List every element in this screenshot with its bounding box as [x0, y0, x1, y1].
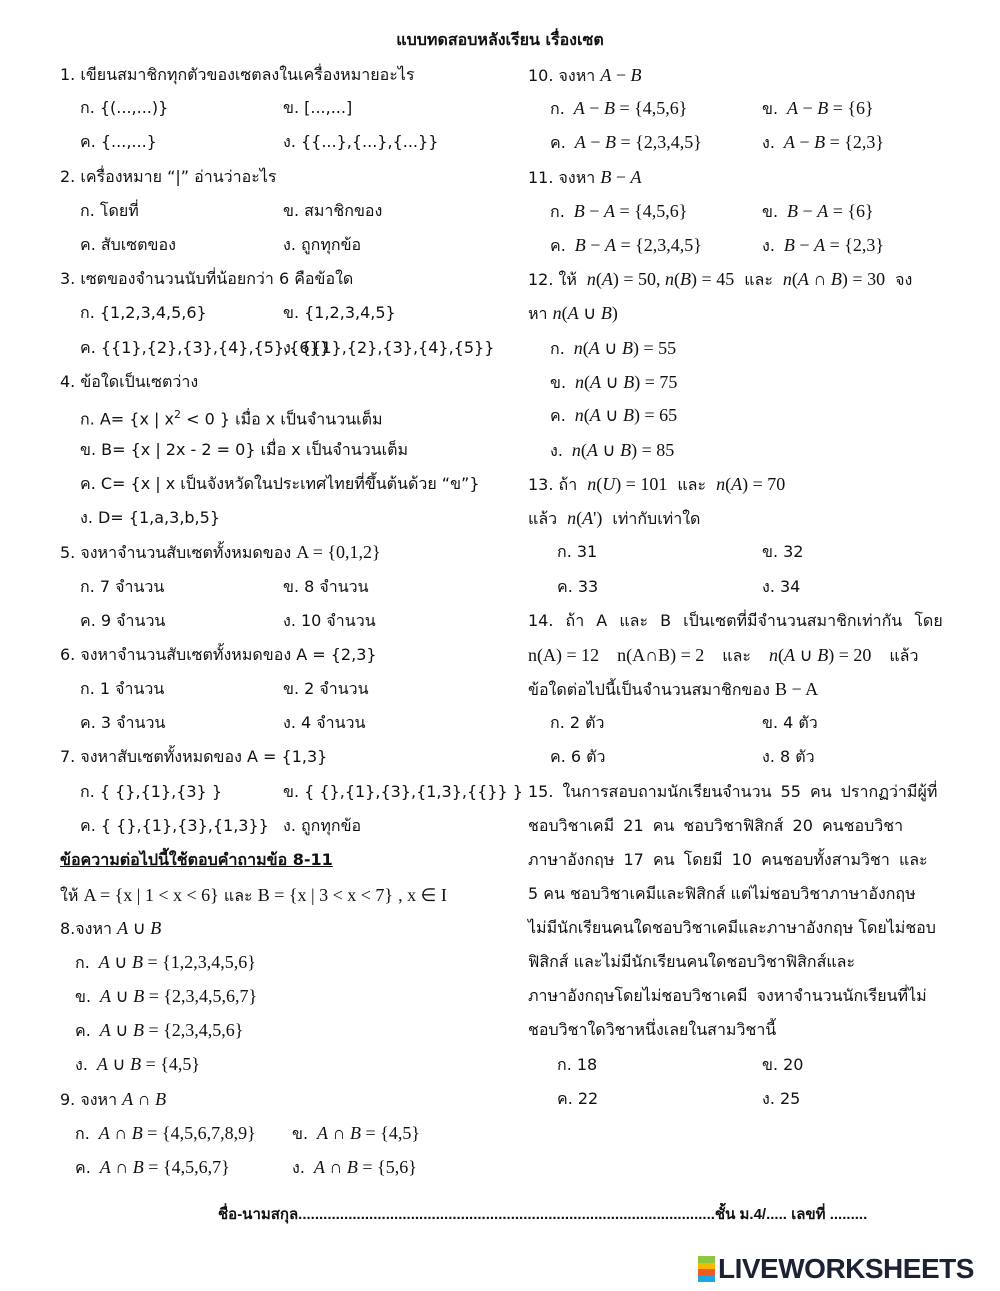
math-variable: A	[797, 269, 809, 289]
q5-choice-a: ก. 7 จำนวน	[80, 577, 165, 596]
math-variable: B	[817, 98, 829, 118]
choice-label: ก.	[75, 1124, 90, 1143]
q5-stem-set: A = {0,1,2}	[296, 542, 381, 562]
math-variable: A	[600, 65, 612, 85]
logo-icon-band	[698, 1276, 715, 1283]
math-variable: B	[814, 132, 826, 152]
q15-choice-a: ก. 18	[557, 1055, 598, 1074]
choice-label: ก.	[550, 339, 565, 358]
math-variable: A	[117, 918, 129, 938]
passage-lead: ให้	[60, 886, 79, 905]
math-variable: A	[814, 235, 826, 255]
q13-line2-expression: n(A')	[567, 508, 603, 528]
q6-choice-a: ก. 1 จำนวน	[80, 679, 165, 698]
choice-label: ง.	[292, 1158, 305, 1177]
q13-stem-line2	[528, 506, 700, 530]
q15-line: 15. ในการสอบถามนักเรียนจำนวน 55 คน ปรากฏว่ามีผู้ที่	[528, 782, 938, 801]
math-variable: B	[132, 1020, 144, 1040]
math-variable: A	[574, 132, 586, 152]
q7-choice-d: ง. ถูกทุกข้อ	[283, 816, 362, 835]
math-variable: n	[552, 303, 562, 323]
q10-stem-expression: A − B	[600, 65, 642, 85]
q15-choice-d: ง. 25	[762, 1089, 801, 1108]
q11-stem-expression: B − A	[600, 167, 642, 187]
choice-label: ก.	[75, 953, 90, 972]
math-variable: A	[122, 1089, 134, 1109]
q4-choice-a-pre: ก. A= {x | x	[80, 409, 174, 429]
math-variable: n	[769, 645, 779, 665]
math-variable: n	[586, 269, 596, 289]
math-variable: A	[590, 372, 602, 392]
math-variable: n	[573, 338, 583, 358]
q1-choice-b: ข. [...,...]	[283, 98, 353, 117]
q9-choice-a	[75, 1121, 256, 1145]
q2-choice-c: ค. สับเซตของ	[80, 235, 176, 254]
q4-choice-a	[80, 403, 383, 427]
q12-stem-line1	[528, 267, 912, 291]
worksheet-title: แบบทดสอบหลังเรียน เรื่องเซต	[396, 30, 604, 49]
q12-given-2: n(A ∩ B) = 30	[782, 269, 886, 289]
math-variable: A	[586, 440, 598, 460]
q2-choice-a: ก. โดยที่	[80, 201, 139, 220]
math-variable: B	[817, 645, 829, 665]
math-variable: A	[582, 508, 594, 528]
q15-line: ภาษาอังกฤษ 17 คน โดยมี 10 คนชอบทั้งสามวิชา และ	[528, 850, 928, 869]
q15-line: ไม่มีนักเรียนคนใดชอบวิชาเคมีและภาษาอังกฤษ โดยไม่ชอบ	[528, 918, 936, 937]
q1-choice-a: ก. {(...,...)}	[80, 98, 169, 117]
q14-stem-line1: 14. ถ้า A และ B เป็นเซตที่มีจำนวนสมาชิกเท่ากัน โดย	[528, 611, 943, 630]
q3-choice-b: ข. {1,2,3,4,5}	[283, 303, 396, 322]
q12-tail: จง	[895, 270, 913, 289]
math-variable: A	[630, 167, 642, 187]
passage-domain: , x ∈ I	[398, 885, 447, 905]
passage-and: และ	[223, 886, 253, 905]
q6-choice-b: ข. 2 จำนวน	[283, 679, 369, 698]
math-variable: A	[589, 405, 601, 425]
q15-line: ภาษาอังกฤษโดยไม่ชอบวิชาเคมี จงหาจำนวนนักเรียนที่ไม่	[528, 986, 927, 1005]
q14-given-1: n(A) = 12	[528, 645, 600, 665]
q14-choice-d: ง. 8 ตัว	[762, 747, 815, 766]
choice-expression: A ∪ B = {1,2,3,4,5,6}	[98, 952, 256, 972]
q3-choice-a: ก. {1,2,3,4,5,6}	[80, 303, 207, 322]
math-variable: n	[782, 269, 792, 289]
math-variable: U	[602, 474, 616, 494]
q14-choice-a: ก. 2 ตัว	[550, 713, 605, 732]
q9-choice-c	[75, 1155, 230, 1179]
math-variable: B	[787, 201, 799, 221]
math-variable: B	[350, 1123, 362, 1143]
choice-label: ค.	[550, 133, 566, 152]
q14-choice-b: ข. 4 ตัว	[762, 713, 818, 732]
choice-expression: A − B = {6}	[787, 98, 874, 118]
q2-choice-b: ข. สมาชิกของ	[283, 201, 383, 220]
choice-expression: A ∪ B = {2,3,4,5,6}	[99, 1020, 244, 1040]
choice-label: ค.	[75, 1158, 91, 1177]
q12-choice-b	[550, 370, 677, 394]
math-variable: A	[817, 201, 829, 221]
choice-label: ข.	[762, 99, 779, 118]
choice-expression: A ∩ B = {4,5,6,7,8,9}	[98, 1123, 256, 1143]
q4-stem: 4. ข้อใดเป็นเซตว่าง	[60, 372, 199, 391]
choice-expression: A ∪ B = {4,5}	[96, 1054, 201, 1074]
math-variable: A	[317, 1123, 329, 1143]
math-variable: B	[783, 235, 795, 255]
math-variable: A	[99, 1157, 111, 1177]
math-variable: A	[784, 645, 796, 665]
math-variable: B	[621, 338, 633, 358]
choice-label: ค.	[75, 1021, 91, 1040]
q10-choice-c	[550, 130, 702, 154]
q7-choice-a: ก. { {},{1},{3} }	[80, 782, 222, 801]
q15-choice-b: ข. 20	[762, 1055, 804, 1074]
q12-choice-d	[550, 438, 674, 462]
q12-choice-a	[550, 336, 676, 360]
math-variable: B	[830, 269, 842, 289]
math-variable: B	[630, 65, 642, 85]
q11-choice-c	[550, 233, 702, 257]
q8-stem-text: 8.จงหา	[60, 919, 112, 938]
q9-choice-d	[292, 1155, 417, 1179]
choice-label: ค.	[550, 406, 566, 425]
q2-choice-d: ง. ถูกทุกข้อ	[283, 235, 362, 254]
choice-label: ข.	[762, 202, 779, 221]
choice-expression: n(A ∪ B) = 55	[573, 338, 677, 358]
math-variable: B	[132, 1157, 144, 1177]
math-variable: B	[620, 440, 632, 460]
choice-label: ง.	[550, 441, 563, 460]
math-variable: n	[574, 405, 584, 425]
math-variable: B	[346, 1157, 358, 1177]
q11-choice-a	[550, 199, 687, 223]
math-variable: n	[571, 440, 581, 460]
choice-label: ง.	[762, 236, 775, 255]
q13-choice-a: ก. 31	[557, 542, 598, 561]
q13-stem-line1	[528, 472, 785, 496]
math-variable: A	[588, 338, 600, 358]
q1-choice-d: ง. {{...},{...},{...}}	[283, 132, 439, 151]
choice-expression: B − A = {4,5,6}	[573, 201, 688, 221]
q10-choice-a	[550, 96, 687, 120]
q13-lead: 13. ถ้า	[528, 475, 578, 494]
choice-expression: n(A ∪ B) = 85	[571, 440, 675, 460]
q5-choice-d: ง. 10 จำนวน	[283, 611, 376, 630]
q2-stem: 2. เครื่องหมาย “|” อ่านว่าอะไร	[60, 167, 277, 186]
q5-stem	[60, 540, 381, 564]
q8-choice-a	[75, 950, 256, 974]
choice-expression: A ∩ B = {5,6}	[313, 1157, 417, 1177]
q3-choice-c: ค. {{1},{2},{3},{4},{5},{6}}	[80, 338, 330, 357]
liveworksheets-logo-icon[interactable]	[698, 1256, 715, 1282]
q14-and: และ	[722, 646, 752, 665]
math-variable: B	[133, 986, 145, 1006]
choice-label: ก.	[550, 202, 565, 221]
q11-stem-text: 11. จงหา	[528, 168, 596, 187]
q5-choice-b: ข. 8 จำนวน	[283, 577, 369, 596]
q12-line2-lead: หา	[528, 304, 548, 323]
math-variable: n	[587, 474, 597, 494]
choice-expression: B − A = {2,3,4,5}	[574, 235, 702, 255]
q7-stem: 7. จงหาสับเซตทั้งหมดของ A = {1,3}	[60, 747, 328, 766]
q7-choice-b: ข. { {},{1},{3},{1,3},{{}} }	[283, 782, 523, 801]
q8-choice-d	[75, 1052, 200, 1076]
passage-heading: ข้อความต่อไปนี้ใช้ตอบคำถามข้อ 8-11	[60, 850, 333, 869]
math-variable: A	[96, 1054, 108, 1074]
q8-stem	[60, 916, 161, 940]
choice-label: ก.	[550, 99, 565, 118]
math-variable: A	[731, 474, 743, 494]
math-variable: A	[98, 1123, 110, 1143]
passage-set-a: A = {x | 1 < x < 6}	[83, 885, 219, 905]
q9-stem-text: 9. จงหา	[60, 1090, 118, 1109]
math-variable: B	[603, 98, 615, 118]
q14-tail: แล้ว	[889, 646, 919, 665]
q14-line3-text: ข้อใดต่อไปนี้เป็นจำนวนสมาชิกของ	[528, 680, 770, 699]
q14-line3-expression: B − A	[774, 679, 819, 699]
math-variable: B	[131, 952, 143, 972]
q13-line2-tail: เท่ากับเท่าใด	[612, 509, 701, 528]
liveworksheets-logo[interactable]: LIVEWORKSHEETS	[718, 1253, 974, 1284]
math-variable: B	[622, 405, 634, 425]
choice-label: ง.	[75, 1055, 88, 1074]
math-variable: A	[601, 269, 613, 289]
choice-expression: A ∪ B = {2,3,4,5,6,7}	[100, 986, 258, 1006]
q4-choice-b: ข. B= {x | 2x - 2 = 0} เมื่อ x เป็นจำนวนเต็ม	[80, 440, 409, 459]
math-variable: B	[600, 167, 612, 187]
q7-choice-c: ค. { {},{1},{3},{1,3}}	[80, 816, 269, 835]
math-variable: n	[716, 474, 726, 494]
q5-stem-text: 5. จงหาจำนวนสับเซตทั้งหมดของ	[60, 543, 292, 562]
q13-given-2: n(A) = 70	[716, 474, 786, 494]
q13-line2-lead: แล้ว	[528, 509, 558, 528]
q15-line: ชอบวิชาใดวิชาหนึ่งเลยในสามวิชานี้	[528, 1020, 777, 1039]
math-variable: B	[130, 1054, 142, 1074]
math-variable: n	[575, 372, 585, 392]
q14-given-2: n(A∩B) = 2	[617, 645, 705, 665]
q4-choice-c: ค. C= {x | x เป็นจังหวัดในประเทศไทยที่ขึ้นต้นด้วย “ข”}	[80, 474, 480, 493]
math-variable: B	[623, 372, 635, 392]
math-variable: A	[98, 952, 110, 972]
choice-label: ข.	[550, 373, 567, 392]
math-variable: B	[574, 235, 586, 255]
choice-expression: B − A = {6}	[787, 201, 874, 221]
math-variable: A	[567, 303, 579, 323]
choice-expression: n(A ∪ B) = 75	[575, 372, 678, 392]
q13-choice-c: ค. 33	[557, 577, 599, 596]
choice-expression: A ∩ B = {4,5,6,7}	[99, 1157, 230, 1177]
choice-expression: A − B = {2,3,4,5}	[574, 132, 702, 152]
math-variable: A	[313, 1157, 325, 1177]
q13-and: และ	[677, 475, 707, 494]
choice-label: ค.	[550, 236, 566, 255]
q13-choice-b: ข. 32	[762, 542, 804, 561]
choice-expression: A − B = {2,3}	[783, 132, 884, 152]
choice-expression: n(A ∪ B) = 65	[574, 405, 678, 425]
student-info-line: ชื่อ-นามสกุล....................................................................................................ชั้น ม.4/..... เลขที่ .........	[218, 1206, 868, 1223]
q3-stem: 3. เซตของจำนวนนับที่น้อยกว่า 6 คือข้อใด	[60, 269, 354, 288]
q12-line2-expression: n(A ∪ B)	[552, 303, 618, 323]
math-variable: A	[573, 98, 585, 118]
choice-label: ง.	[762, 133, 775, 152]
q9-stem-expression: A ∩ B	[122, 1089, 167, 1109]
math-variable: B	[131, 1123, 143, 1143]
q10-stem	[528, 63, 642, 87]
q6-choice-c: ค. 3 จำนวน	[80, 713, 166, 732]
choice-expression: B − A = {2,3}	[783, 235, 884, 255]
choice-label: ข.	[292, 1124, 309, 1143]
math-variable: n	[665, 269, 675, 289]
q14-stem-line2	[528, 643, 918, 667]
passage-given	[60, 883, 447, 907]
q10-stem-text: 10. จงหา	[528, 66, 596, 85]
q4-choice-d: ง. D= {1,a,3,b,5}	[80, 508, 220, 527]
math-variable: A	[783, 132, 795, 152]
math-variable: n	[567, 508, 577, 528]
q12-given-1: n(A) = 50, n(B) = 45	[586, 269, 735, 289]
q12-stem-line2	[528, 301, 618, 325]
q12-choice-c	[550, 403, 677, 427]
q11-stem	[528, 165, 642, 189]
q13-given-1: n(U) = 101	[587, 474, 668, 494]
q4-choice-a-post: < 0 } เมื่อ x เป็นจำนวนเต็ม	[180, 409, 383, 429]
math-variable: B	[573, 201, 585, 221]
math-variable: B	[600, 303, 612, 323]
q13-choice-d: ง. 34	[762, 577, 801, 596]
q14-choice-c: ค. 6 ตัว	[550, 747, 606, 766]
q1-choice-c: ค. {...,...}	[80, 132, 157, 151]
math-variable: A	[603, 201, 615, 221]
q6-stem: 6. จงหาจำนวนสับเซตทั้งหมดของ A = {2,3}	[60, 645, 377, 664]
q10-choice-d	[762, 130, 884, 154]
q15-line: ฟิสิกส์ และไม่มีนักเรียนคนใดชอบวิชาฟิสิกส์และ	[528, 952, 856, 971]
q14-stem-line3	[528, 677, 818, 701]
math-variable: B	[680, 269, 692, 289]
math-variable: B	[604, 132, 616, 152]
math-variable: A	[604, 235, 616, 255]
q12-lead: 12. ให้	[528, 270, 577, 289]
math-variable: B	[155, 1089, 167, 1109]
q11-choice-b	[762, 199, 874, 223]
choice-label: ข.	[75, 987, 92, 1006]
q12-and: และ	[744, 270, 773, 289]
q1-stem: 1. เขียนสมาชิกทุกตัวของเซตลงในเครื่องหมายอะไร	[60, 65, 415, 84]
choice-expression: A − B = {4,5,6}	[573, 98, 688, 118]
q11-choice-d	[762, 233, 884, 257]
math-variable: B	[150, 918, 162, 938]
choice-expression: A ∩ B = {4,5}	[317, 1123, 420, 1143]
q15-line: 5 คน ชอบวิชาเคมีและฟิสิกส์ แต่ไม่ชอบวิชาภาษาอังกฤษ	[528, 884, 916, 903]
q9-choice-b	[292, 1121, 420, 1145]
q6-choice-d: ง. 4 จำนวน	[283, 713, 366, 732]
math-variable: A	[99, 1020, 111, 1040]
q4-choice-a-exponent: 2	[173, 408, 181, 421]
math-variable: A	[100, 986, 112, 1006]
math-variable: A	[787, 98, 799, 118]
q8-choice-c	[75, 1018, 243, 1042]
q15-line: ชอบวิชาเคมี 21 คน ชอบวิชาฟิสิกส์ 20 คนชอบวิชา	[528, 816, 904, 835]
q14-given-3: n(A ∪ B) = 20	[769, 645, 872, 665]
q8-choice-b	[75, 984, 257, 1008]
q15-choice-c: ค. 22	[557, 1089, 599, 1108]
q5-choice-c: ค. 9 จำนวน	[80, 611, 166, 630]
q8-stem-expression: A ∪ B	[117, 918, 162, 938]
q3-choice-d: ง. {{1},{2},{3},{4},{5}}	[283, 338, 495, 357]
q10-choice-b	[762, 96, 874, 120]
q9-stem	[60, 1087, 166, 1111]
passage-set-b: B = {x | 3 < x < 7}	[257, 885, 394, 905]
